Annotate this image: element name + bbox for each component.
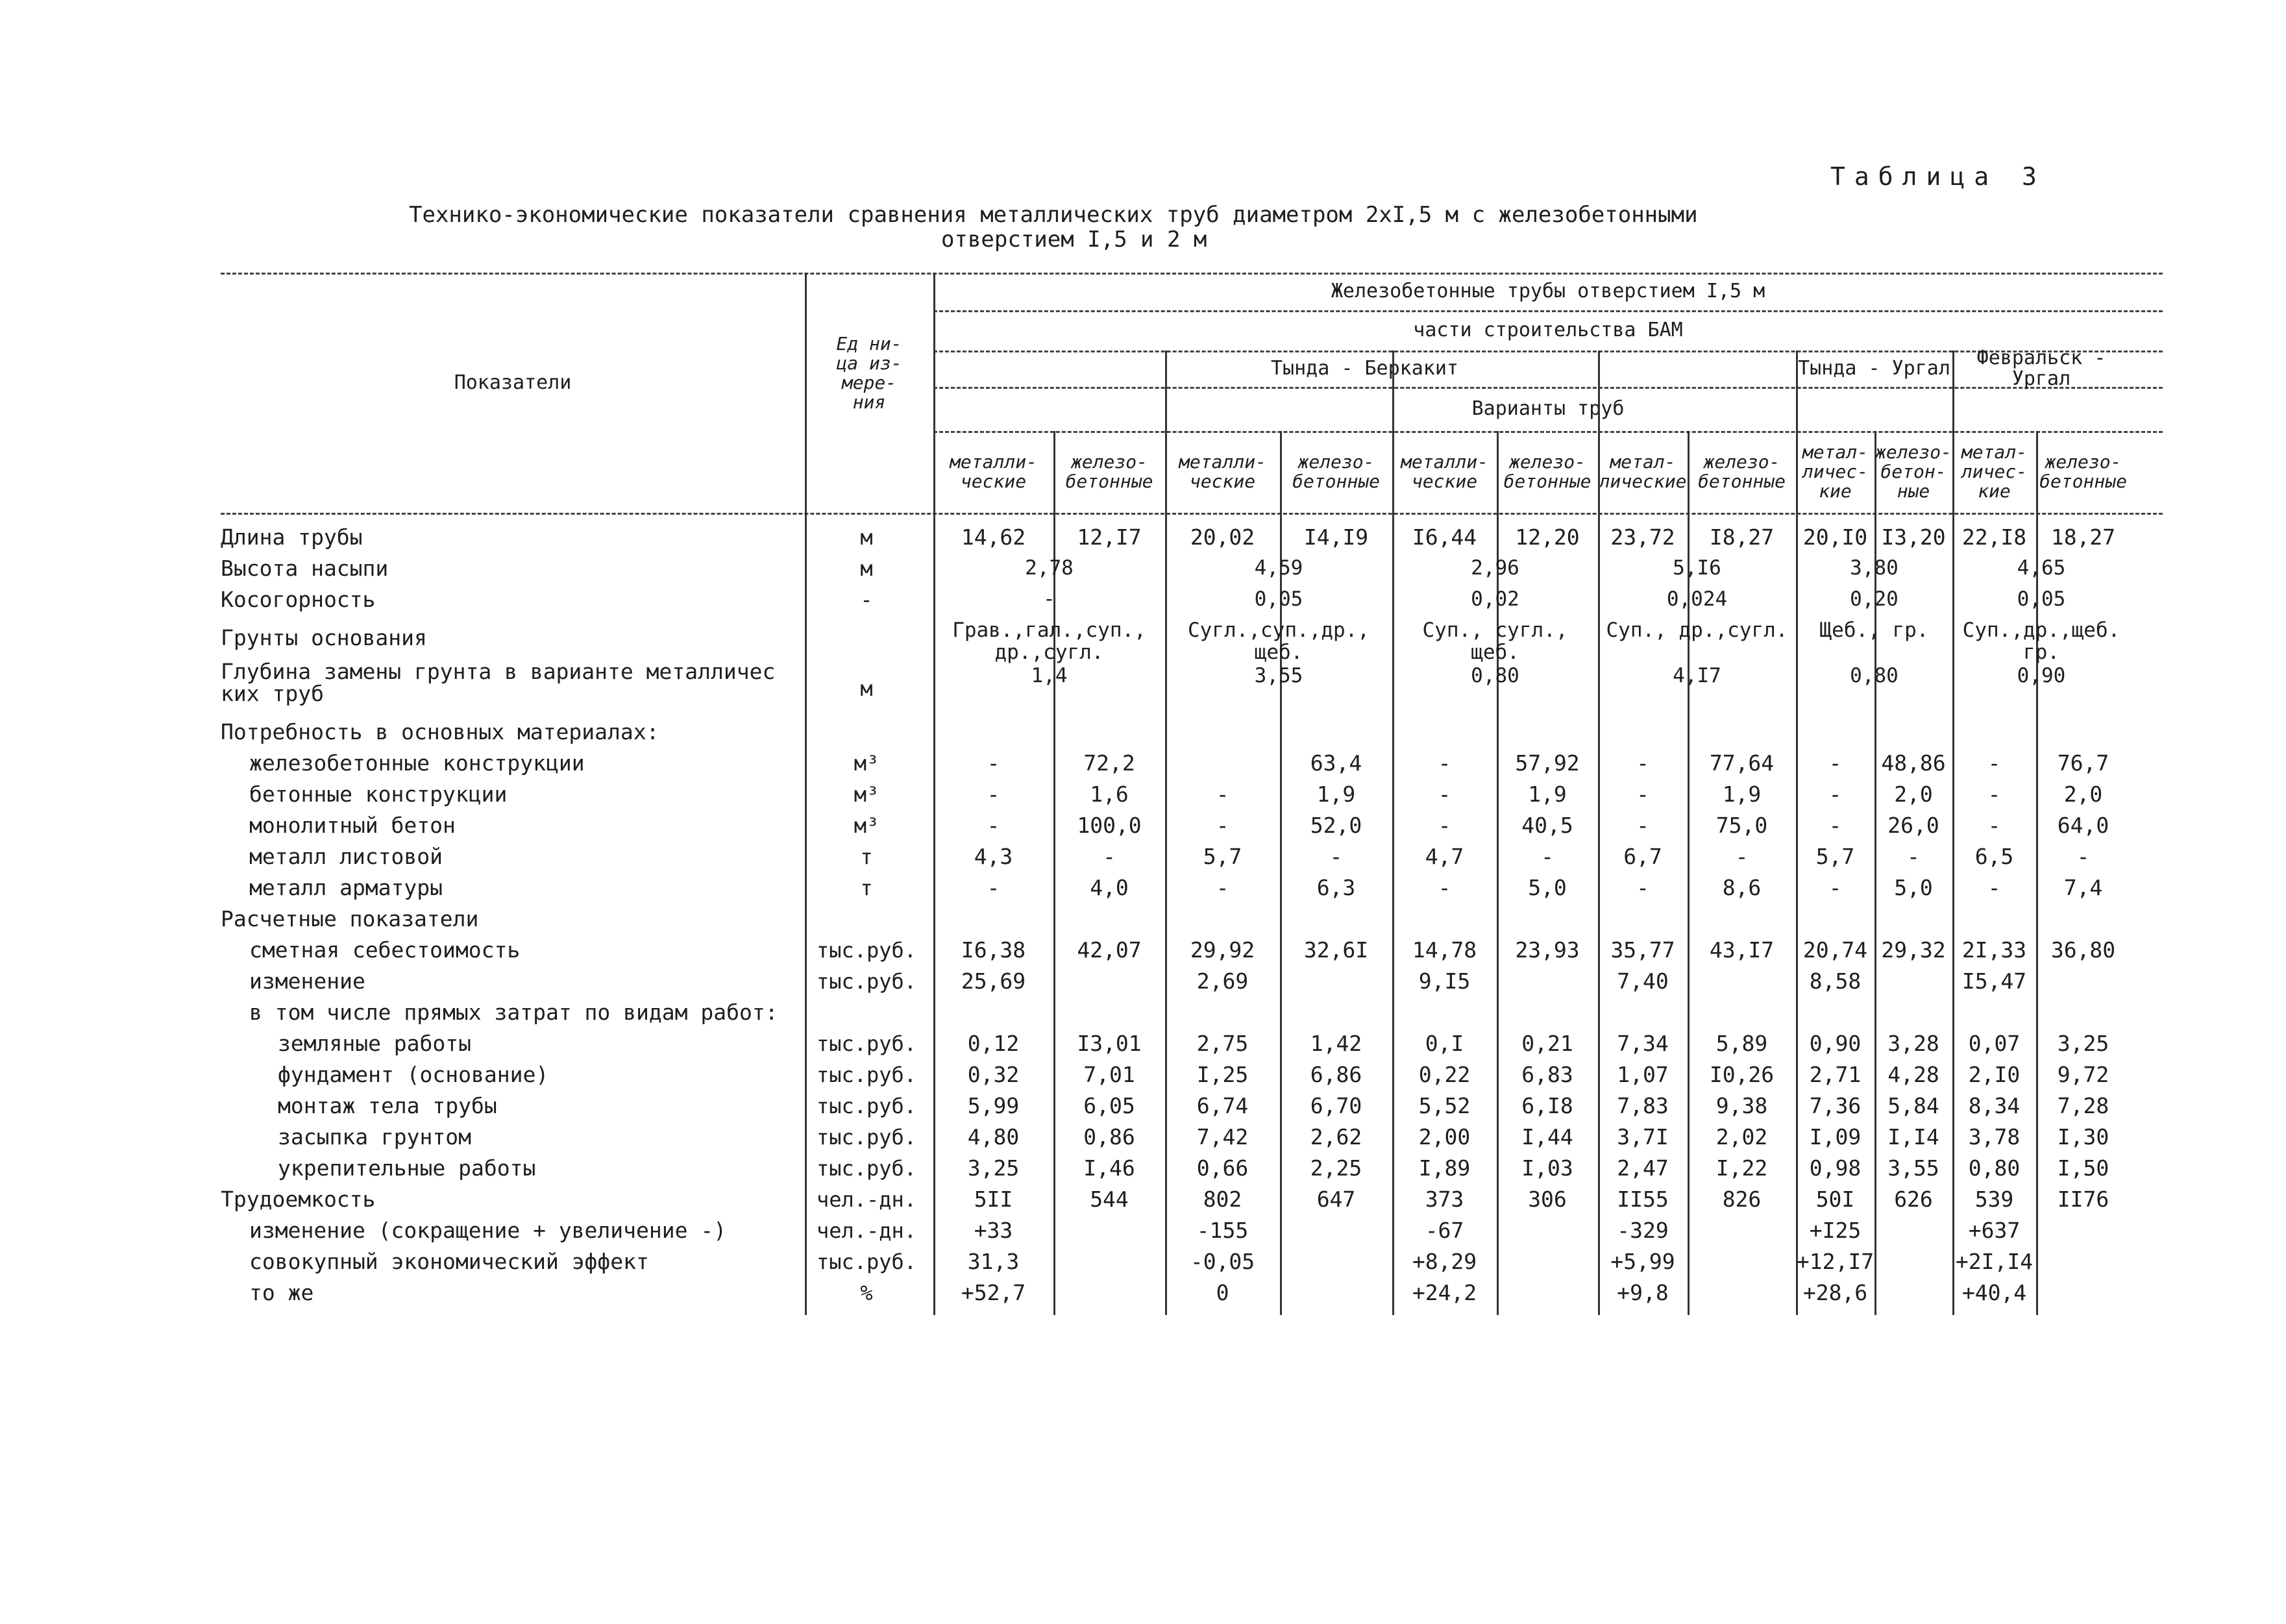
merged-cell: Грав.,гал.,суп., др.,сугл. xyxy=(952,619,1146,664)
merged-cell: 0,05 xyxy=(2017,587,2066,611)
table-cell: 802 xyxy=(1203,1187,1242,1212)
merged-cell: Суп., сугл., щеб. xyxy=(1422,619,1568,664)
table-cell: - xyxy=(1103,844,1116,869)
table-cell: 7,36 xyxy=(1809,1093,1862,1118)
table-cell: - xyxy=(1987,875,2001,900)
table-cell: 6,7 xyxy=(1623,844,1662,869)
row-label: Грунты основания xyxy=(221,625,427,650)
table-cell: +24,2 xyxy=(1412,1280,1477,1305)
table-cell: -155 xyxy=(1196,1218,1249,1243)
table-cell: 1,9 xyxy=(1316,781,1356,807)
table-cell: - xyxy=(1438,875,1451,900)
table-cell: 2,69 xyxy=(1196,968,1249,994)
table-cell: +2I,I4 xyxy=(1955,1249,2034,1274)
table-cell: 1,6 xyxy=(1090,781,1129,807)
table-cell: 1,42 xyxy=(1310,1031,1362,1056)
table-cell: 4,7 xyxy=(1425,844,1464,869)
row-label: Потребность в основных материалах: xyxy=(221,719,659,744)
merged-cell: 2,96 xyxy=(1471,556,1519,580)
table-cell: I,46 xyxy=(1083,1155,1135,1181)
table-cell: +9,8 xyxy=(1617,1280,1669,1305)
table-cell: - xyxy=(1216,781,1229,807)
row-label: Косогорность xyxy=(221,587,376,612)
table-cell: +40,4 xyxy=(1961,1280,2027,1305)
table-cell: 7,01 xyxy=(1083,1062,1135,1087)
table-cell: I3,20 xyxy=(1881,524,1946,550)
table-cell: 0,32 xyxy=(967,1062,1020,1087)
header-variant-col: железо- бетонные xyxy=(1292,451,1380,492)
header-section: Тында - Беркакит xyxy=(1271,357,1458,380)
merged-cell: 1,4 xyxy=(1031,664,1068,687)
merged-cell: 4,65 xyxy=(2017,556,2066,580)
table-number: Таблица 3 xyxy=(1830,162,2046,191)
table-cell: 3,25 xyxy=(2057,1031,2109,1056)
merged-cell: 3,80 xyxy=(1850,556,1899,580)
table-cell: 20,74 xyxy=(1802,937,1868,963)
table-cell: -67 xyxy=(1425,1218,1464,1243)
table-cell: - xyxy=(1329,844,1343,869)
table-cell: +637 xyxy=(1968,1218,2021,1243)
table-cell: 12,I7 xyxy=(1077,524,1142,550)
table-cell: 2,00 xyxy=(1418,1124,1471,1150)
table-cell: - xyxy=(1438,813,1451,838)
table-cell: +5,99 xyxy=(1610,1249,1675,1274)
table-cell: 5,99 xyxy=(967,1093,1020,1118)
table-cell: 5,0 xyxy=(1894,875,1933,900)
header-variant-col: металли- ческие xyxy=(950,451,1037,492)
table-cell: 64,0 xyxy=(2057,813,2109,838)
merged-cell: 0,024 xyxy=(1666,587,1728,611)
row-unit: тыс.руб. xyxy=(816,1094,917,1118)
header-indicator: Показатели xyxy=(454,371,572,394)
table-cell: 0 xyxy=(1216,1280,1229,1305)
merged-cell: Суп., др.,сугл. xyxy=(1606,619,1788,642)
table-cell: 7,34 xyxy=(1617,1031,1669,1056)
row-unit: тыс.руб. xyxy=(816,1031,917,1056)
table-cell: 23,93 xyxy=(1515,937,1580,963)
table-cell: 5,7 xyxy=(1815,844,1855,869)
row-label: в том числе прямых затрат по видам работ: xyxy=(249,1000,778,1025)
header-bottom-rule xyxy=(221,513,2163,515)
table-cell: 6,05 xyxy=(1083,1093,1135,1118)
row-label: фундамент (основание) xyxy=(278,1062,549,1087)
merged-cell: Щеб., гр. xyxy=(1819,619,1929,642)
table-cell: I,44 xyxy=(1521,1124,1573,1150)
table-cell: - xyxy=(1987,750,2001,776)
table-cell: 5II xyxy=(974,1187,1013,1212)
table-cell: - xyxy=(1828,750,1842,776)
table-cell: - xyxy=(987,750,1000,776)
table-cell: - xyxy=(1541,844,1554,869)
table-cell: 29,32 xyxy=(1881,937,1946,963)
table-cell: 647 xyxy=(1316,1187,1356,1212)
table-cell: 3,7I xyxy=(1617,1124,1669,1150)
row-label: железобетонные конструкции xyxy=(249,750,585,776)
table-cell: I,25 xyxy=(1196,1062,1249,1087)
table-cell: I8,27 xyxy=(1709,524,1775,550)
table-cell: 0,22 xyxy=(1418,1062,1471,1087)
table-cell: -0,05 xyxy=(1190,1249,1255,1274)
table-cell: 7,28 xyxy=(2057,1093,2109,1118)
table-cell: - xyxy=(1438,750,1451,776)
table-cell: 6,74 xyxy=(1196,1093,1249,1118)
table-cell: 5,7 xyxy=(1203,844,1242,869)
merged-cell: 0,90 xyxy=(2017,664,2066,687)
merged-cell: Суп.,др.,щеб. гр. xyxy=(1962,619,2120,664)
row-label: то же xyxy=(249,1280,314,1305)
table-cell: 6,I8 xyxy=(1521,1093,1573,1118)
row-label: монолитный бетон xyxy=(249,813,456,838)
merged-cell: 0,02 xyxy=(1471,587,1519,611)
table-cell: +52,7 xyxy=(961,1280,1026,1305)
row-unit: тыс.руб. xyxy=(816,1249,917,1274)
table-cell: I6,38 xyxy=(961,937,1026,963)
row-unit: % xyxy=(860,1281,873,1305)
row-unit: тыс.руб. xyxy=(816,969,917,994)
merged-cell: 4,I7 xyxy=(1673,664,1721,687)
table-cell: 9,I5 xyxy=(1418,968,1471,994)
table-cell: 5,89 xyxy=(1715,1031,1768,1056)
table-cell: 373 xyxy=(1425,1187,1464,1212)
row-label: Глубина замены грунта в варианте металличес ких труб xyxy=(221,659,776,706)
table-cell: 2,02 xyxy=(1715,1124,1768,1150)
table-cell: +8,29 xyxy=(1412,1249,1477,1274)
table-cell: 6,5 xyxy=(1974,844,2014,869)
merged-cell: 0,20 xyxy=(1850,587,1899,611)
row-label: монтаж тела трубы xyxy=(278,1093,497,1118)
row-unit: - xyxy=(860,587,873,612)
table-cell: - xyxy=(1216,875,1229,900)
row-unit: м³ xyxy=(854,751,879,776)
table-cell: 4,0 xyxy=(1090,875,1129,900)
row-label: изменение xyxy=(249,968,365,994)
header-top: Железобетонные трубы отверстием I,5 м xyxy=(1331,280,1765,302)
table-cell: - xyxy=(987,781,1000,807)
table-cell: 826 xyxy=(1722,1187,1762,1212)
table-cell: 5,52 xyxy=(1418,1093,1471,1118)
table-cell: 0,21 xyxy=(1521,1031,1573,1056)
row-unit: м³ xyxy=(854,813,879,838)
table-cell: 2,0 xyxy=(1894,781,1933,807)
header-variant-col: железо- бетонные xyxy=(2039,451,2127,492)
header-part: части строительства БАМ xyxy=(1413,319,1683,341)
header-section: Тында - Ургал xyxy=(1798,357,1950,380)
row-label: Длина трубы xyxy=(221,524,363,550)
row-label: металл листовой xyxy=(249,844,443,869)
row-unit: тыс.руб. xyxy=(816,1156,917,1181)
table-cell: 6,3 xyxy=(1316,875,1356,900)
row-label: совокупный экономический эффект xyxy=(249,1249,649,1274)
table-cell: 57,92 xyxy=(1515,750,1580,776)
table-cell: - xyxy=(1735,844,1749,869)
table-cell: 6,86 xyxy=(1310,1062,1362,1087)
table-cell: 0,07 xyxy=(1968,1031,2021,1056)
row-label: изменение (сокращение + увеличение -) xyxy=(249,1218,727,1243)
table-cell: 7,42 xyxy=(1196,1124,1249,1150)
table-cell: - xyxy=(1987,781,2001,807)
table-cell: 7,83 xyxy=(1617,1093,1669,1118)
table-cell: I,50 xyxy=(2057,1155,2109,1181)
comparison-table xyxy=(221,273,2168,1376)
table-cell: 2,75 xyxy=(1196,1031,1249,1056)
row-label: Высота насыпи xyxy=(221,556,389,581)
table-cell: - xyxy=(1907,844,1920,869)
table-cell: 544 xyxy=(1090,1187,1129,1212)
table-cell: 1,9 xyxy=(1528,781,1567,807)
table-cell: 20,I0 xyxy=(1802,524,1868,550)
table-cell: I3,01 xyxy=(1077,1031,1142,1056)
row-unit: м xyxy=(860,676,873,701)
row-unit: т xyxy=(860,876,873,900)
merged-cell: 3,55 xyxy=(1254,664,1303,687)
table-cell: I,89 xyxy=(1418,1155,1471,1181)
table-cell: 26,0 xyxy=(1887,813,1939,838)
table-cell: - xyxy=(1828,875,1842,900)
table-cell: 25,69 xyxy=(961,968,1026,994)
table-cell: 8,58 xyxy=(1809,968,1862,994)
table-cell: 0,66 xyxy=(1196,1155,1249,1181)
table-cell: 14,62 xyxy=(961,524,1026,550)
table-cell: 2I,33 xyxy=(1961,937,2027,963)
table-cell: 29,92 xyxy=(1190,937,1255,963)
table-cell: - xyxy=(1438,781,1451,807)
table-cell: I,I4 xyxy=(1887,1124,1939,1150)
merged-cell: - xyxy=(1043,587,1055,611)
table-cell: - xyxy=(1987,813,2001,838)
table-cell: 0,86 xyxy=(1083,1124,1135,1150)
table-cell: -329 xyxy=(1617,1218,1669,1243)
table-cell: +33 xyxy=(974,1218,1013,1243)
table-cell: I,30 xyxy=(2057,1124,2109,1150)
table-cell: 48,86 xyxy=(1881,750,1946,776)
table-cell: 18,27 xyxy=(2050,524,2116,550)
merged-cell: 2,78 xyxy=(1025,556,1074,580)
table-cell: 76,7 xyxy=(2057,750,2109,776)
table-cell: 5,0 xyxy=(1528,875,1567,900)
table-cell: 23,72 xyxy=(1610,524,1675,550)
row-unit: м xyxy=(860,525,873,550)
table-cell: I,09 xyxy=(1809,1124,1862,1150)
merged-cell: 0,80 xyxy=(1850,664,1899,687)
table-cell: I0,26 xyxy=(1709,1062,1775,1087)
table-cell: 35,77 xyxy=(1610,937,1675,963)
table-cell: 5,84 xyxy=(1887,1093,1939,1118)
table-cell: 75,0 xyxy=(1715,813,1768,838)
table-cell: 2,62 xyxy=(1310,1124,1362,1150)
row-label: засыпка грунтом xyxy=(278,1124,472,1150)
title-line-2: отверстием I,5 и 2 м xyxy=(941,227,1207,252)
header-variant-col: металли- ческие xyxy=(1401,451,1488,492)
row-label: бетонные конструкции xyxy=(249,781,508,807)
merged-cell: 5,I6 xyxy=(1673,556,1721,580)
table-cell: 9,72 xyxy=(2057,1062,2109,1087)
row-unit: м xyxy=(860,556,873,581)
title-line-1: Технико-экономические показатели сравнения металлических труб диаметром 2хI,5 м с железобетонными xyxy=(409,202,1698,228)
table-cell: 63,4 xyxy=(1310,750,1362,776)
table-cell: 8,34 xyxy=(1968,1093,2021,1118)
table-title xyxy=(409,203,1707,252)
table-cell: 306 xyxy=(1528,1187,1567,1212)
table-cell: - xyxy=(987,813,1000,838)
table-cell: 4,3 xyxy=(974,844,1013,869)
table-cell: 9,38 xyxy=(1715,1093,1768,1118)
header-rule xyxy=(933,431,2163,433)
header-variants: Варианты труб xyxy=(1471,397,1625,420)
table-cell: 0,80 xyxy=(1968,1155,2021,1181)
header-variant-col: металли- ческие xyxy=(1179,451,1266,492)
row-label: земляные работы xyxy=(278,1031,472,1056)
table-cell: II76 xyxy=(2057,1187,2109,1212)
table-cell: 2,25 xyxy=(1310,1155,1362,1181)
table-cell: 77,64 xyxy=(1709,750,1775,776)
table-cell: 32,6I xyxy=(1303,937,1369,963)
table-cell: 7,40 xyxy=(1617,968,1669,994)
table-cell: 22,I8 xyxy=(1961,524,2027,550)
table-cell: I,03 xyxy=(1521,1155,1573,1181)
table-cell: 8,6 xyxy=(1722,875,1762,900)
table-cell: 7,4 xyxy=(2063,875,2103,900)
table-cell: 52,0 xyxy=(1310,813,1362,838)
table-cell: 40,5 xyxy=(1521,813,1573,838)
table-cell: - xyxy=(987,875,1000,900)
row-label: укрепительные работы xyxy=(278,1155,536,1181)
row-unit: чел.-дн. xyxy=(816,1218,917,1243)
table-cell: 42,07 xyxy=(1077,937,1142,963)
header-unit: Ед ни- ца из- мере- ния xyxy=(836,333,902,413)
header-variant-col: метал- лические xyxy=(1599,451,1687,492)
table-cell: 3,78 xyxy=(1968,1124,2021,1150)
row-unit: т xyxy=(860,844,873,869)
table-cell: 0,12 xyxy=(967,1031,1020,1056)
table-cell: I6,44 xyxy=(1412,524,1477,550)
merged-cell: 0,80 xyxy=(1471,664,1519,687)
table-cell: 1,07 xyxy=(1617,1062,1669,1087)
header-variant-col: метал- личес- кие xyxy=(1961,441,2028,502)
row-label: металл арматуры xyxy=(249,875,443,900)
row-unit: тыс.руб. xyxy=(816,1063,917,1087)
table-cell: 2,I0 xyxy=(1968,1062,2021,1087)
header-variant-col: железо- бетонные xyxy=(1503,451,1592,492)
row-label: Расчетные показатели xyxy=(221,906,479,931)
table-cell: - xyxy=(1636,750,1649,776)
merged-cell: 0,05 xyxy=(1254,587,1303,611)
table-cell: 626 xyxy=(1894,1187,1933,1212)
row-label: сметная себестоимость xyxy=(249,937,521,963)
table-cell: 3,28 xyxy=(1887,1031,1939,1056)
header-variant-col: железо- бетонные xyxy=(1698,451,1786,492)
table-cell: - xyxy=(1636,875,1649,900)
row-unit: м³ xyxy=(854,782,879,807)
table-cell: 2,0 xyxy=(2063,781,2103,807)
table-cell: 3,55 xyxy=(1887,1155,1939,1181)
table-cell: - xyxy=(2076,844,2090,869)
table-cell: 3,25 xyxy=(967,1155,1020,1181)
table-cell: - xyxy=(1216,813,1229,838)
table-cell: 43,I7 xyxy=(1709,937,1775,963)
table-cell: - xyxy=(1636,781,1649,807)
table-cell: 4,28 xyxy=(1887,1062,1939,1087)
table-cell: 0,90 xyxy=(1809,1031,1862,1056)
merged-cell: Сугл.,суп.,др., щеб. xyxy=(1188,619,1370,664)
table-cell: - xyxy=(1636,813,1649,838)
table-cell: - xyxy=(1828,813,1842,838)
row-unit: тыс.руб. xyxy=(816,1125,917,1150)
row-label: Трудоемкость xyxy=(221,1187,376,1212)
table-cell: 2,47 xyxy=(1617,1155,1669,1181)
table-cell: 12,20 xyxy=(1515,524,1580,550)
merged-cell: 4,59 xyxy=(1254,556,1303,580)
row-unit: чел.-дн. xyxy=(816,1187,917,1212)
table-cell: 2,71 xyxy=(1809,1062,1862,1087)
table-cell: 72,2 xyxy=(1083,750,1135,776)
table-cell: 50I xyxy=(1815,1187,1855,1212)
row-unit: тыс.руб. xyxy=(816,938,917,963)
table-cell: 6,70 xyxy=(1310,1093,1362,1118)
header-variant-col: железо- бетонные xyxy=(1065,451,1153,492)
table-cell: 0,I xyxy=(1425,1031,1464,1056)
table-cell: I,22 xyxy=(1715,1155,1768,1181)
table-cell: +12,I7 xyxy=(1796,1249,1874,1274)
table-cell: 31,3 xyxy=(967,1249,1020,1274)
table-cell: 20,02 xyxy=(1190,524,1255,550)
table-cell: 1,9 xyxy=(1722,781,1762,807)
table-cell: 36,80 xyxy=(2050,937,2116,963)
table-cell: 0,98 xyxy=(1809,1155,1862,1181)
table-cell: II55 xyxy=(1617,1187,1669,1212)
header-variant-col: метал- личес- кие xyxy=(1802,441,1869,502)
table-cell: I5,47 xyxy=(1961,968,2027,994)
header-variant-col: железо- бетон- ные xyxy=(1874,441,1952,502)
table-cell: - xyxy=(1828,781,1842,807)
table-cell: +28,6 xyxy=(1802,1280,1868,1305)
table-cell: I4,I9 xyxy=(1303,524,1369,550)
table-cell: 4,80 xyxy=(967,1124,1020,1150)
table-cell: 6,83 xyxy=(1521,1062,1573,1087)
header-section: Февральск - Ургал xyxy=(1976,347,2106,390)
table-cell: +I25 xyxy=(1809,1218,1862,1243)
table-cell: 14,78 xyxy=(1412,937,1477,963)
table-cell: 539 xyxy=(1974,1187,2014,1212)
table-cell: 100,0 xyxy=(1077,813,1142,838)
